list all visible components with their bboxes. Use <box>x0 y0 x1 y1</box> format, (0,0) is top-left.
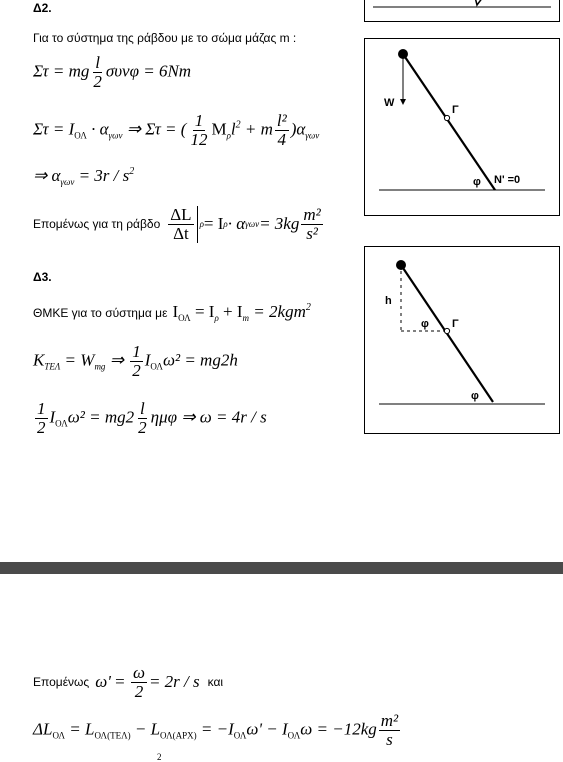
eq-part: I <box>49 407 56 427</box>
fraction <box>136 400 149 437</box>
eq-part: I <box>144 350 151 370</box>
eq-sub: ρ <box>223 219 228 230</box>
d2-equation-1 <box>33 54 191 91</box>
eq-sub: ΟΛ <box>55 418 68 429</box>
bottom-dl-equation <box>33 712 402 749</box>
label-g: Γ <box>452 318 459 330</box>
fraction <box>130 343 143 380</box>
frac-num: 1 <box>37 399 46 418</box>
figure-top-partial-svg <box>365 0 559 21</box>
eq-sub: ρ <box>214 313 219 323</box>
frac-den: 2 <box>93 71 102 91</box>
frac-den: s <box>386 729 393 749</box>
label-phi-top: φ <box>421 318 429 330</box>
eq-sub: ΟΛ <box>178 313 191 323</box>
figure-rod-2 <box>364 246 560 434</box>
fraction <box>168 206 197 243</box>
d2-intro-text: Για το σύστημα της ράβδου με το σώμα μάζας m : <box>33 31 297 45</box>
eq-part: l <box>230 119 236 139</box>
eq-sub: ΟΛ(ΑΡΧ) <box>160 730 197 741</box>
d2-equation-4 <box>33 206 325 243</box>
eq-sub: ρ <box>199 219 204 230</box>
frac-den: 2 <box>138 417 147 437</box>
eq-part: ⇒ Στ = ( <box>122 119 187 139</box>
fraction <box>188 112 209 149</box>
label-phi: φ <box>473 176 481 188</box>
frac-den: 12 <box>190 129 208 149</box>
frac-den: 4 <box>277 129 287 149</box>
eq-part: = I <box>203 214 224 234</box>
frac-den: 2 <box>132 360 141 380</box>
frac-num: l <box>95 53 100 72</box>
arrow-head-icon <box>400 99 406 105</box>
d2-equation-2 <box>33 112 319 149</box>
eq-part: ω' − I <box>246 719 288 739</box>
eq-part: = 3r / s <box>74 166 130 185</box>
eq-sub: ΟΛ <box>150 361 163 372</box>
eq-sub: γων <box>245 219 260 230</box>
eq-part: Στ = I <box>33 119 75 139</box>
eq-part: K <box>33 350 45 370</box>
page-separator <box>0 562 563 574</box>
eq-part: M <box>211 119 227 139</box>
fraction <box>301 206 322 243</box>
eq-sub: ρ <box>226 130 231 141</box>
figure-rod-2-svg <box>365 247 559 433</box>
rod <box>403 54 495 190</box>
eq-part: ημφ ⇒ ω = 4r / s <box>150 407 267 427</box>
section-heading-d3: Δ3. <box>33 270 52 284</box>
eq-part: ω' <box>95 672 111 692</box>
frac-num: m² <box>380 711 399 730</box>
frac-num: ω <box>132 663 145 682</box>
eq-part: Στ = mg <box>33 61 90 81</box>
omega-label: Επομένως <box>33 675 90 690</box>
eq-part: συνφ = 6Nm <box>105 61 192 81</box>
eq-sub: mg <box>94 361 106 372</box>
eq-sub: ΟΛ <box>52 730 66 741</box>
eq-sub: ΟΛ <box>74 130 87 141</box>
d3-equation-2 <box>33 400 267 437</box>
label-g: Γ <box>452 104 459 116</box>
eq-part: · α <box>227 214 246 234</box>
omega-expr: ω' = $\frac{\omega}{2}$ = 2r / s <box>95 663 200 701</box>
center-point <box>444 328 449 333</box>
frac-num: 1 <box>194 111 204 130</box>
eq-part: = L <box>65 719 95 739</box>
eq4-expr <box>166 206 324 243</box>
eq-sub: γων <box>108 130 123 141</box>
label-w: W <box>384 97 395 109</box>
eq-part: ω² = mg2h <box>162 350 238 370</box>
label-h: h <box>385 295 392 307</box>
eq-part: ω² = mg2 <box>67 407 135 427</box>
eq-sub: γων <box>305 130 320 141</box>
frac-num: m² <box>303 205 321 224</box>
eq-sub: ΤΕΛ <box>44 361 61 372</box>
frac-den: 2 <box>37 417 46 437</box>
frac-num: l² <box>276 111 287 130</box>
eq-sup: 2 <box>235 119 241 131</box>
section-heading-d2: Δ2. <box>33 1 52 15</box>
d3-equation-1 <box>33 343 238 380</box>
thmke-expr <box>172 302 310 323</box>
thmke-label: ΘΜΚΕ για το σύστημα με <box>33 305 168 320</box>
eq-part: + m <box>240 119 273 139</box>
eq-part: = W <box>60 350 95 370</box>
frac-den: Δt <box>173 223 189 243</box>
eq-part: = 3kg <box>259 214 300 234</box>
frac-den: 2 <box>134 681 144 701</box>
figure-rod-1-svg <box>365 39 559 215</box>
fraction <box>379 712 400 749</box>
eq-part: ⇒ <box>105 350 129 370</box>
eq-part: ω = −12kg <box>300 719 377 739</box>
eq-part: I <box>172 302 179 321</box>
eq-part: = 2kgm <box>249 302 306 321</box>
mass-dot <box>396 260 406 270</box>
eq-sup: 2 <box>305 302 311 313</box>
phi-fragment-icon <box>475 0 483 5</box>
label-phi-bottom: φ <box>471 390 479 402</box>
eq4-label: Επομένως για τη ράβδο <box>33 217 161 232</box>
eq-part: = 2r / s <box>148 672 200 692</box>
fraction <box>91 54 104 91</box>
eq-part: ⇒ α <box>33 166 61 185</box>
cut-off-digit: 2 <box>157 752 162 762</box>
d2-equation-3 <box>33 166 134 187</box>
bottom-omega-line <box>33 664 223 701</box>
and-word: και <box>207 675 224 690</box>
eq-part: = I <box>190 302 215 321</box>
frac-num: ΔL <box>170 205 192 224</box>
eq-part: )α <box>290 119 306 139</box>
eq-sub: ΟΛ(ΤΕΛ) <box>94 730 131 741</box>
center-point <box>444 115 449 120</box>
eq-sup: 2 <box>129 166 135 177</box>
eq-sub: m <box>242 313 250 323</box>
figure-top-partial <box>364 0 560 22</box>
figure-rod-1 <box>364 38 560 216</box>
fraction <box>131 664 147 701</box>
eq-sub: ΟΛ <box>233 730 247 741</box>
eq-sub: γων <box>60 177 75 187</box>
eq-part: · α <box>86 119 109 139</box>
fraction <box>275 112 289 149</box>
frac-num: 1 <box>132 342 141 361</box>
eq-part: ΔL <box>33 719 53 739</box>
fraction <box>35 400 48 437</box>
d3-thmke-line <box>33 302 311 323</box>
label-normal: N' =0 <box>494 174 521 186</box>
eq-sub: ΟΛ <box>287 730 301 741</box>
frac-num: l <box>140 399 145 418</box>
eq-part: = −I <box>196 719 234 739</box>
frac-den: s² <box>306 223 318 243</box>
eq-part: − L <box>130 719 161 739</box>
eq-part: + I <box>218 302 243 321</box>
